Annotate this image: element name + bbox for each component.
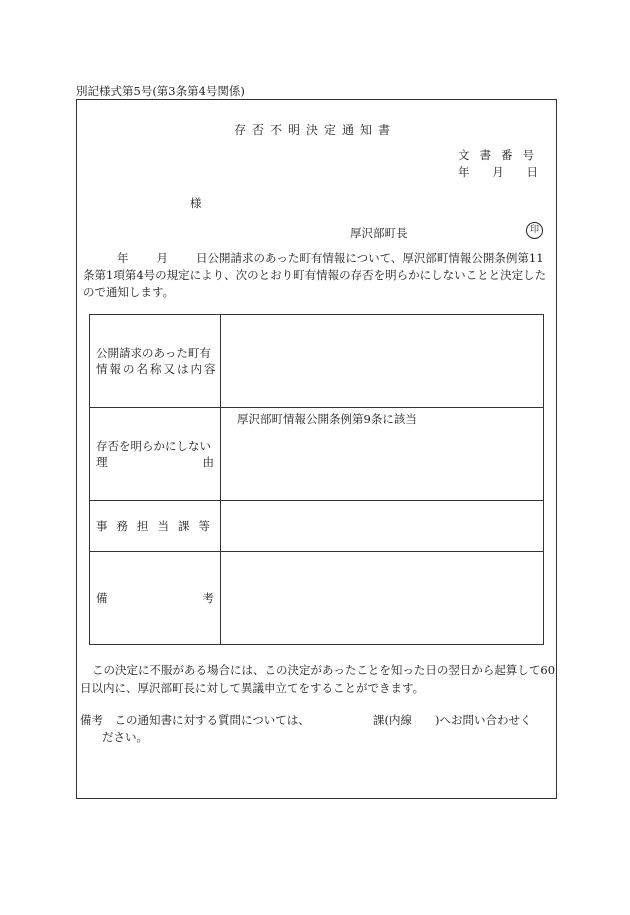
- department-value: [221, 501, 544, 552]
- document-number-label: 文書番号: [458, 148, 544, 162]
- table-row: [90, 408, 544, 501]
- notice-body: [83, 250, 553, 301]
- reason-label: 存否を明らかにしない 理 由: [90, 408, 221, 501]
- request-info-label: 公開請求のあった町有 情 報 の 名 称 又 は 内 容: [90, 315, 221, 408]
- seal-mark: 印: [526, 222, 543, 239]
- body-date-prefix: 年: [117, 251, 129, 265]
- body-text: 日公開請求のあった町有情報について、厚沢部町情報公開条例第11条第1項第4号の規定により、次のとおり町有情報の存否を明らかにしないことと決定したので通知します。: [83, 251, 547, 299]
- day-label: 日: [526, 165, 538, 179]
- table-row: [90, 501, 544, 552]
- form-reference: 別記様式第5号(第3条第4号関係): [76, 84, 245, 98]
- addressee: 様: [190, 196, 202, 210]
- remarks-label: 備 考: [90, 552, 221, 645]
- year-label: 年: [458, 165, 470, 179]
- decision-table: [89, 314, 544, 645]
- document-title: 存否不明決定通知書: [233, 123, 396, 137]
- body-month: 月: [156, 251, 168, 265]
- request-info-value: [221, 315, 544, 408]
- department-label: 事 務 担 当 課 等: [90, 501, 221, 552]
- issue-date: [458, 164, 538, 180]
- table-row: [90, 315, 544, 408]
- appeal-notice: この決定に不服がある場合には、この決定があったことを知った日の翌日から起算して60日以内に、厚沢部町長に対して異議申立てをすることができます。: [80, 663, 556, 695]
- reason-value: 厚沢部町情報公開条例第9条に該当: [221, 408, 544, 501]
- sender-name: 厚沢部町長: [350, 226, 408, 240]
- month-label: 月: [492, 165, 504, 179]
- table-row: [90, 552, 544, 645]
- inquiry-note: 備考 この通知書に対する質問については、 課(内線 )へお問い合わせく ださい。: [80, 713, 532, 744]
- remarks-value: [221, 552, 544, 645]
